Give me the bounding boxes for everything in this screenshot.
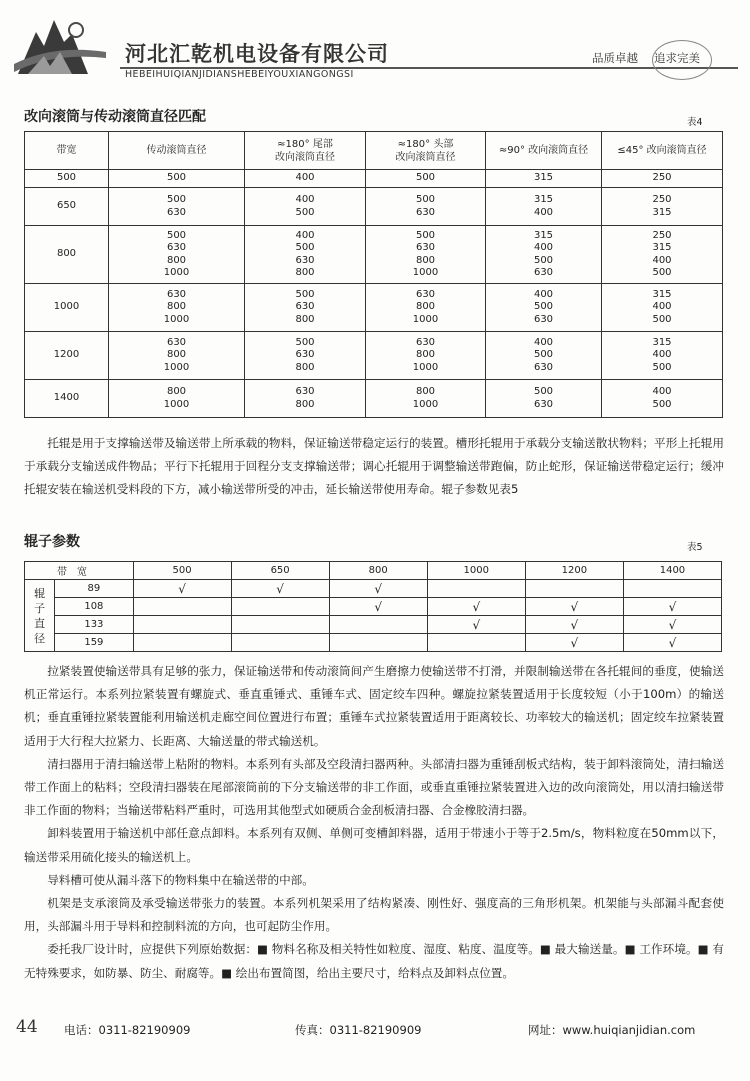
cell-tail-dia: 400 500 <box>245 188 366 226</box>
table5-dia-cell: 108 <box>55 598 133 616</box>
table4-header-cell: ≈180° 尾部 改向滚筒直径 <box>245 132 366 170</box>
cell-head-dia: 800 1000 <box>366 380 486 418</box>
cleaner-paragraph: 清扫器用于清扫输送带上粘附的物料。本系列有头部及空段清扫器两种。头部清扫器为重锤刮板式结构，装于卸料滚筒处，清扫输送带工作面上的粘料；空段清扫器装在尾部滚筒前的下分支输送带的非工作面，或垂直重锤拉紧装置进入边的改向滚筒处，用以清扫输送带非工作面的物料；当输送带粘料严重时，可选用其他型式如硬质合金刮板清扫器、合金橡胶清扫器。 <box>24 756 724 818</box>
check-mark <box>231 634 329 652</box>
check-mark <box>525 580 623 598</box>
check-mark <box>133 616 231 634</box>
table5-width-cell: 1000 <box>427 562 525 580</box>
cell-45-dia: 250 315 400 500 <box>602 226 723 284</box>
check-mark: √ <box>525 598 623 616</box>
table4-header-row <box>25 132 723 170</box>
table5-dia-cell: 89 <box>55 580 133 598</box>
cell-drive-dia: 630 800 1000 <box>109 284 245 332</box>
order-info-paragraph: 委托我厂设计时，应提供下列原始数据：■ 物料名称及相关特性如粒度、湿度、粘度、温度等。■ 最大输送量。■ 工作环境。■ 有无特殊要求，如防暴、防尘、耐腐等。■ 绘出布置简图，给出主要尺寸，给料点及卸料点位置。 <box>24 942 724 980</box>
check-mark <box>329 616 427 634</box>
check-mark: √ <box>525 616 623 634</box>
table4-header-cell: ≈90° 改向滚筒直径 <box>486 132 602 170</box>
cell-drive-dia: 800 1000 <box>109 380 245 418</box>
table5-width-cell: 800 <box>329 562 427 580</box>
table5-width-cell: 1400 <box>623 562 721 580</box>
check-mark <box>623 580 721 598</box>
page-number: 44 <box>16 1017 38 1037</box>
table5-width-cell: 500 <box>133 562 231 580</box>
check-mark: √ <box>329 580 427 598</box>
cell-45-dia: 250 <box>602 170 723 188</box>
table4-header-cell: ≤45° 改向滚筒直径 <box>602 132 723 170</box>
check-mark: √ <box>525 634 623 652</box>
cell-drive-dia: 500 630 <box>109 188 245 226</box>
table-row <box>25 226 723 284</box>
idler-paragraph: 托辊是用于支撑输送带及输送带上所承载的物料，保证输送带稳定运行的装置。槽形托辊用于承载分支输送散状物料；平形上托辊用于承载分支输送成件物品；平行下托辊用于回程分支支撑输送带；调心托辊用于调整输送带跑偏，防止蛇形，保证输送带稳定运行；缓冲托辊安装在输送机受料段的下方，减小输送带所受的冲击，延长输送带使用寿命。辊子参数见表5 <box>24 436 724 497</box>
cell-90-dia: 315 <box>486 170 602 188</box>
slogan-quality: 品质卓越 <box>592 51 638 65</box>
table-row <box>25 580 722 598</box>
check-mark: √ <box>427 616 525 634</box>
chute-paragraph: 导料槽可使从漏斗落下的物料集中在输送带的中部。 <box>47 872 314 887</box>
cell-90-dia: 500 630 <box>486 380 602 418</box>
body-text <box>24 660 724 985</box>
check-mark: √ <box>231 580 329 598</box>
check-mark: √ <box>623 598 721 616</box>
cell-belt-width: 1400 <box>25 380 109 418</box>
check-mark: √ <box>427 598 525 616</box>
table4-header-cell: 传动滚筒直径 <box>109 132 245 170</box>
frame-paragraph: 机架是支承滚筒及承受输送带张力的装置。本系列机架采用了结构紧凑、刚性好、强度高的三角形机架。机架能与头部漏斗配套使用，头部漏斗用于导料和控制料流的方向，也可起防尘作用。 <box>24 896 724 934</box>
table5 <box>24 561 722 652</box>
check-mark <box>427 634 525 652</box>
table-row <box>25 332 723 380</box>
check-mark: √ <box>329 598 427 616</box>
cell-head-dia: 500 630 <box>366 188 486 226</box>
tensioner-paragraph: 拉紧装置使输送带具有足够的张力，保证输送带和传动滚筒间产生磨擦力使输送带不打滑，并限制输送带在各托辊间的垂度，使输送机正常运行。本系列拉紧装置有螺旋式、垂直重锤式、重锤车式、固定绞车四种。螺旋拉紧装置适用于长度较短（小于100m）的输送机；垂直重锤拉紧装置能利用输送机走廊空间位置进行布置；重锤车式拉紧装置适用于距离较长、功率较大的输送机；固定绞车拉紧装置适用于大行程大拉紧力、长距离、大输送量的带式输送机。 <box>24 664 724 748</box>
table4-header-cell: ≈180° 头部 改向滚筒直径 <box>366 132 486 170</box>
table4-label: 表4 <box>687 117 703 128</box>
cell-90-dia: 400 500 630 <box>486 284 602 332</box>
cell-tail-dia: 500 630 800 <box>245 332 366 380</box>
slogan-perfection: 追求完美 <box>654 51 700 65</box>
cell-drive-dia: 630 800 1000 <box>109 332 245 380</box>
check-mark <box>231 598 329 616</box>
unloader-paragraph: 卸料装置用于输送机中部任意点卸料。本系列有双侧、单侧可变槽卸料器，适用于带速小于等于2.5m/s，物料粒度在50mm以下，输送带采用硫化接头的输送机上。 <box>24 826 724 864</box>
cell-90-dia: 315 400 <box>486 188 602 226</box>
table5-width-cell: 1200 <box>525 562 623 580</box>
table4 <box>24 131 723 418</box>
cell-head-dia: 500 630 800 1000 <box>366 226 486 284</box>
table-row <box>25 284 723 332</box>
cell-belt-width: 1000 <box>25 284 109 332</box>
table5-corner-cell: 带 宽 <box>25 562 134 580</box>
footer-website: 网址：www.huiqianjidian.com <box>528 1023 696 1037</box>
check-mark <box>329 634 427 652</box>
company-logo-icon <box>14 12 106 82</box>
table4-title: 改向滚筒与传动滚筒直径匹配 <box>24 109 206 125</box>
footer-phone: 电话：0311-82190909 <box>64 1023 191 1037</box>
cell-belt-width: 650 <box>25 188 109 226</box>
company-name-en: HEBEIHUIQIANJIDIANSHEBEIYOUXIANGONGSI <box>125 69 354 80</box>
cell-90-dia: 315 400 500 630 <box>486 226 602 284</box>
footer-fax: 传真：0311-82190909 <box>295 1023 422 1037</box>
cell-tail-dia: 400 500 630 800 <box>245 226 366 284</box>
table4-header-cell: 带宽 <box>25 132 109 170</box>
check-mark <box>133 634 231 652</box>
table-row <box>25 598 722 616</box>
table5-dia-cell: 159 <box>55 634 133 652</box>
cell-tail-dia: 500 630 800 <box>245 284 366 332</box>
table5-header-row <box>25 562 722 580</box>
table5-dia-cell: 133 <box>55 616 133 634</box>
table-row <box>25 634 722 652</box>
cell-head-dia: 500 <box>366 170 486 188</box>
check-mark: √ <box>623 634 721 652</box>
check-mark <box>427 580 525 598</box>
cell-45-dia: 315 400 500 <box>602 332 723 380</box>
table5-side-label: 辊 子 直 径 <box>25 580 55 652</box>
cell-head-dia: 630 800 1000 <box>366 332 486 380</box>
check-mark: √ <box>623 616 721 634</box>
cell-belt-width: 1200 <box>25 332 109 380</box>
table5-title: 辊子参数 <box>24 534 80 550</box>
cell-drive-dia: 500 <box>109 170 245 188</box>
cell-45-dia: 400 500 <box>602 380 723 418</box>
table5-width-cell: 650 <box>231 562 329 580</box>
cell-tail-dia: 630 800 <box>245 380 366 418</box>
cell-45-dia: 315 400 500 <box>602 284 723 332</box>
company-name-cn: 河北汇乾机电设备有限公司 <box>125 42 389 66</box>
check-mark <box>231 616 329 634</box>
cell-head-dia: 630 800 1000 <box>366 284 486 332</box>
cell-45-dia: 250 315 <box>602 188 723 226</box>
cell-drive-dia: 500 630 800 1000 <box>109 226 245 284</box>
cell-tail-dia: 400 <box>245 170 366 188</box>
cell-belt-width: 500 <box>25 170 109 188</box>
check-mark: √ <box>133 580 231 598</box>
cell-belt-width: 800 <box>25 226 109 284</box>
table-row <box>25 188 723 226</box>
table-row <box>25 380 723 418</box>
table-row <box>25 616 722 634</box>
table-row <box>25 170 723 188</box>
check-mark <box>133 598 231 616</box>
table5-label: 表5 <box>687 542 703 553</box>
cell-90-dia: 400 500 630 <box>486 332 602 380</box>
